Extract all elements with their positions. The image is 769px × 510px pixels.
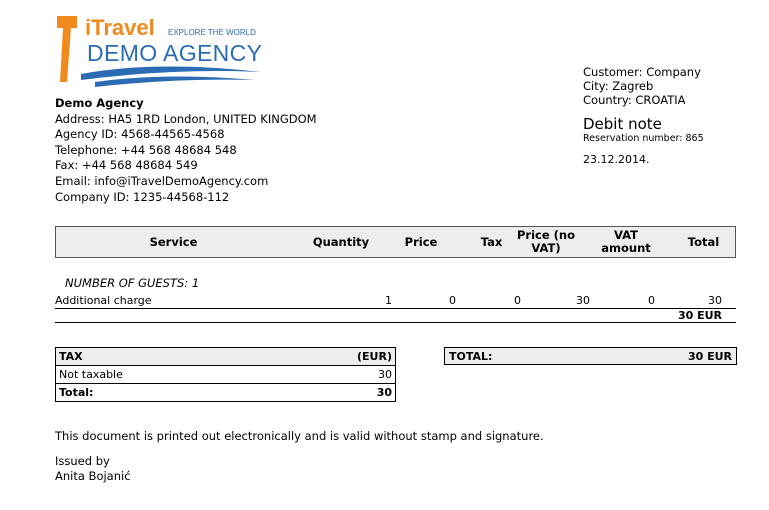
reservation-number: Reservation number: 865 — [583, 133, 704, 144]
grand-total-value: 30 EUR — [687, 350, 732, 363]
agency-fax: Fax: +44 568 48684 549 — [55, 158, 198, 173]
agency-info — [55, 96, 317, 205]
customer-name: Customer: Company — [583, 65, 701, 79]
row-price-no-vat: 30 — [576, 294, 590, 307]
document-title: Debit note — [583, 115, 662, 133]
row-price: 0 — [449, 294, 456, 307]
tax-total-row — [56, 383, 395, 401]
col-vat-amount: VAT amount — [601, 228, 651, 255]
grand-total-label: TOTAL: — [449, 350, 493, 363]
agency-address: Address: HA5 1RD London, UNITED KINGDOM — [55, 111, 317, 126]
logo-brand-text: iTravel — [85, 15, 155, 40]
col-price-no-vat: Price (no VAT) — [516, 228, 575, 255]
tax-row — [56, 366, 395, 383]
tax-header-unit: (EUR) — [357, 350, 392, 363]
issuer-name: Anita Bojanić — [55, 469, 131, 483]
document-info — [583, 115, 704, 167]
logo-name-text: DEMO AGENCY — [87, 40, 262, 66]
row-service: Additional charge — [55, 294, 152, 307]
tax-row-value: 30 — [378, 368, 392, 381]
agency-email: Email: info@iTravelDemoAgency.com — [55, 173, 269, 188]
services-subtotal — [55, 309, 736, 323]
agency-logo — [55, 14, 275, 94]
col-total: Total — [687, 234, 720, 249]
services-table-header — [55, 226, 736, 258]
col-quantity: Quantity — [312, 234, 370, 249]
tax-total-label: Total: — [59, 386, 94, 399]
agency-name: Demo Agency — [55, 96, 144, 110]
tax-total-value: 30 — [376, 386, 392, 399]
agency-id: Agency ID: 4568-44565-4568 — [55, 127, 225, 142]
row-quantity: 1 — [385, 294, 392, 307]
customer-country: Country: CROATIA — [583, 93, 686, 107]
tax-table-header — [56, 348, 395, 366]
customer-info — [583, 65, 701, 107]
validity-note: This document is printed out electronically and is valid without stamp and signature. — [55, 429, 544, 443]
issued-by-block — [55, 454, 131, 484]
logo-graphic — [55, 14, 275, 94]
table-row — [55, 293, 736, 309]
tax-table — [55, 347, 396, 402]
number-of-guests: NUMBER OF GUESTS: 1 — [65, 276, 200, 290]
agency-telephone: Telephone: +44 568 48684 548 — [55, 142, 237, 157]
customer-city: City: Zagreb — [583, 79, 654, 93]
tax-row-label: Not taxable — [59, 368, 123, 381]
agency-company-id: Company ID: 1235-44568-112 — [55, 189, 230, 204]
row-tax: 0 — [514, 294, 521, 307]
row-total: 30 — [708, 294, 722, 307]
col-service: Service — [149, 234, 198, 249]
grand-total-box — [444, 347, 737, 365]
issued-by-label: Issued by — [55, 454, 110, 468]
subtotal-value: 30 EUR — [677, 309, 722, 322]
logo-tagline-text: EXPLORE THE WORLD — [168, 28, 256, 37]
logo-wave-2 — [95, 76, 255, 87]
row-vat-amount: 0 — [648, 294, 655, 307]
logo-i-shape — [57, 16, 77, 82]
tax-header-label: TAX — [59, 350, 83, 363]
col-price: Price — [404, 234, 438, 249]
col-tax: Tax — [480, 234, 503, 249]
document-date: 23.12.2014. — [583, 153, 650, 166]
